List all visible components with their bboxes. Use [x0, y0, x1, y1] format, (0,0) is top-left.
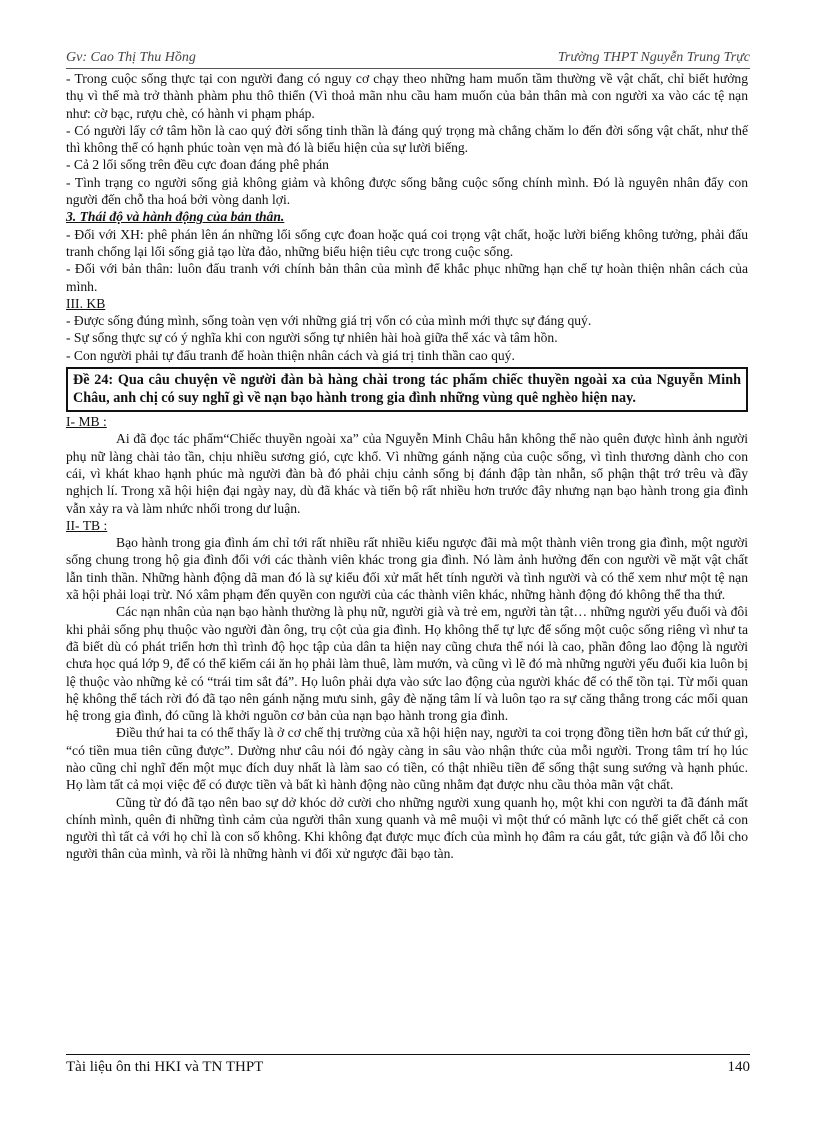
- topic-box: Đề 24: Qua câu chuyện về người đàn bà hàng chài trong tác phẩm chiếc thuyền ngoài xa của Nguyễn Minh Châu, anh chị có suy nghĩ gì về nạn bạo hành trong gia đình những vùng quê nghèo hiện nay.: [66, 367, 748, 412]
- page-header: [66, 50, 750, 69]
- paragraph: - Đối với XH: phê phán lên án những lối sống cực đoan hoặc quá coi trọng vật chất, hoặc lười biếng không tưởng, phải đấu tranh chống lại lối sống giả tạo lừa đảo, những biểu hiện tiêu cực trong cuộc sống.: [66, 226, 748, 259]
- paragraph: Bạo hành trong gia đình ám chỉ tới rất nhiều rất nhiều kiểu ngược đãi mà một thành viên trong gia đình, một người sống chung trong hộ gia đình đối với các thành viên khác trong gia đình. Nó làm ảnh hưởng đến con người về mặt vật chất lẫn tinh thần. Những hành động dã man đó là sự kiểu đối xử mất hết tính người và tình người và có thể xem như một tệ nạn xã hội phải loại trừ. Nó xâm phạm đến quyền con người của các thành viên khác, những hành động đó không thể tha thứ.: [66, 535, 748, 603]
- paragraph: - Được sống đúng mình, sống toàn vẹn với những giá trị vốn có của mình mới thực sự đáng quý.: [66, 313, 592, 329]
- section-heading-kb: [66, 295, 748, 312]
- section-heading-kb-text: III. KB: [66, 295, 106, 311]
- section-heading-3: [66, 208, 748, 225]
- section-heading-mb: [66, 413, 748, 430]
- section-heading-tb-text: II- TB :: [66, 517, 108, 533]
- section-heading-mb-text: I- MB :: [66, 414, 107, 430]
- paragraph: Các nạn nhân của nạn bạo hành thường là phụ nữ, người già và trẻ em, người tàn tật… những người yếu đuối và đôi khi phải sống phụ thuộc vào người đàn ông, trụ cột của gia đình. Họ không thể tự lực để sống một cuộc sống riêng vì như ta đã biết dù có phát triển hơn thì trình độ học tập của dân ta hiện nay cũng chưa thể nói là cao, phần đông lao động là người chưa học quá lớp 9, để có thể kiếm cái ăn họ phải làm thuê, làm mướn, và cũng vì lẽ đó mà những người yếu đuối kia luôn bị lệ thuộc vào những kẻ có “trái tim sắt đá”. Họ luôn phải dựa vào sức lao động của người khác để có thể tồn tại. Từ mối quan hệ không thể tách rời đó đã tạo nên gánh nặng mưu sinh, gây đè nặng tâm lí và luôn tạo ra sự căng thẳng trong các mối quan hệ trong gia đình, đó cũng là khởi nguồn cơ bản của nạn bạo hành trong gia đình.: [66, 604, 748, 724]
- section-heading-tb: [66, 517, 748, 534]
- paragraph: - Sự sống thực sự có ý nghĩa khi con người sống tự nhiên hài hoà giữa thể xác và tâm hồn.: [66, 330, 558, 346]
- paragraph: - Trong cuộc sống thực tại con người đang có nguy cơ chạy theo những ham muốn tầm thường về vật chất, chỉ biết hưởng thụ vì thế mà trở thành phàm phu thô thiển (Vì thoả mãn nhu cầu ham muốn của bản thân mà con người xa vào các tệ nạn như: cờ bạc, rượu chè, có hành vi phạm pháp.: [66, 71, 748, 121]
- section-heading-3-text: 3. Thái độ và hành động của bản thân.: [66, 209, 285, 225]
- paragraph: - Tình trạng co người sống giả không giảm và không được sống bằng cuộc sống chính mình. Đó là nguyên nhân đẩy con người đến chỗ tha hoá bởi vòng danh lợi.: [66, 174, 748, 208]
- document-body: [66, 70, 748, 863]
- header-author: Gv: Cao Thị Thu Hồng: [66, 50, 196, 65]
- paragraph: - Đối với bản thân: luôn đấu tranh với chính bản thân của mình để khắc phục những hạn chế tự hoàn thiện nhân cách của mình.: [66, 261, 748, 294]
- paragraph: Cũng từ đó đã tạo nên bao sự dở khóc dở cười cho những người xung quanh họ, một khi con người ta đã đánh mất chính mình, quên đi những tình cảm của người thân xung quanh và mê muội vì một thứ có mãnh lực có thể giết chết cả con người thì tất cả với họ chỉ là con số không. Khi không đạt được mục đích của mình họ đâm ra cáu gắt, tức giận và đổ lỗi cho người thân của mình, và rồi là những hành vi đối xử ngược đãi bạo tàn.: [66, 794, 748, 862]
- page-number: 140: [727, 1059, 750, 1075]
- footer-title: Tài liệu ôn thi HKI và TN THPT: [66, 1059, 264, 1075]
- paragraph: - Con người phải tự đấu tranh để hoàn thiện nhân cách và giá trị tinh thần cao quý.: [66, 347, 515, 363]
- paragraph: - Có người lấy cớ tâm hồn là cao quý đời sống tinh thần là đáng quý trọng mà chẳng chăm lo đến đời sống vật chất, như thế thì không thể có hạnh phúc toàn vẹn mà đó là biểu hiện của sự lười biếng.: [66, 122, 748, 156]
- page-footer: [66, 1054, 750, 1081]
- paragraph: Ai đã đọc tác phẩm“Chiếc thuyền ngoài xa” của Nguyễn Minh Châu hẳn không thể nào quên được hình ảnh người phụ nữ làng chài tảo tần, chịu nhiều sương gió, cực khổ. Vì những gánh nặng của cuộc sống, vì tình thương dành cho con cái, vì khát khao hạnh phúc mà người đàn bà đó phải chịu cảnh sống bị đánh đập tàn nhẫn, số phận thật trớ trêu và đầy nghịch lí. Trong xã hội hiện đại ngày nay, dù đã khác và tiến bộ rất nhiều hơn trước đây nhưng nạn bạo hành trong gia đình vẫn xảy ra và làm nhức nhối trong dư luận.: [66, 431, 748, 516]
- header-school: Trường THPT Nguyễn Trung Trực: [557, 50, 750, 65]
- paragraph: - Cả 2 lối sống trên đều cực đoan đáng phê phán: [66, 157, 329, 173]
- paragraph: Điều thứ hai ta có thể thấy là ở cơ chế thị trường của xã hội hiện nay, người ta coi trọng đồng tiền hơn bất cứ thứ gì, “có tiền mua tiên cũng được”. Dường như câu nói đó ngày càng in sâu vào nhận thức của mỗi người. Trong tâm trí họ lúc nào cũng chỉ nghĩ đến một mục đích duy nhất là làm sao có tiền, có thật nhiều tiền để sống thật sung sướng và hạnh phúc. Họ làm tất cả mọi việc để có được tiền và bất kì hành động nào cũng nhằm đạt được nhu cầu thỏa mãn vật chất.: [66, 725, 748, 793]
